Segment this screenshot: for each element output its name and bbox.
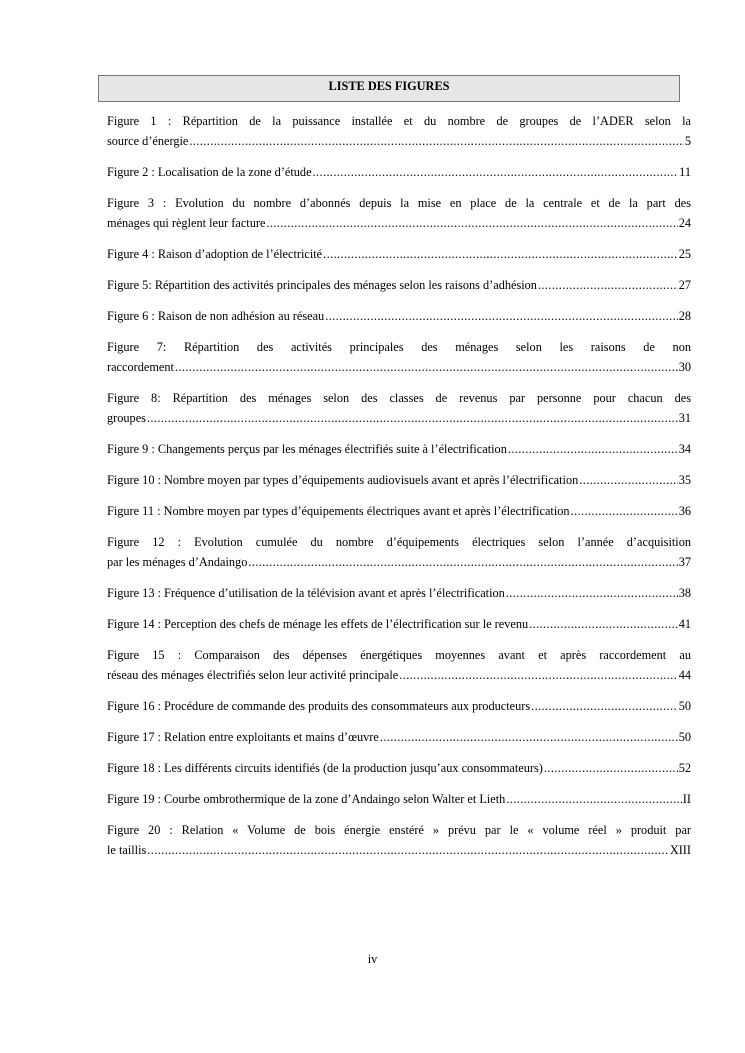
- figure-entry[interactable]: [107, 162, 691, 182]
- dot-leader: [506, 583, 678, 603]
- figure-entry[interactable]: [107, 696, 691, 716]
- figure-entry-page: 52: [678, 761, 691, 775]
- figure-entry-line: [107, 306, 691, 326]
- figure-entry-label: Figure 9 : Changements perçus par les ménages électrifiés suite à l’électrification: [107, 442, 507, 456]
- figure-entry-page: 44: [678, 668, 691, 682]
- dot-leader: [506, 789, 681, 809]
- figure-entry-label: Figure 16 : Procédure de commande des produits des consommateurs aux producteurs: [107, 699, 531, 713]
- figure-entry[interactable]: [107, 727, 691, 747]
- figure-entry[interactable]: [107, 337, 691, 377]
- figure-entry-label: par les ménages d’Andaingo: [107, 555, 248, 569]
- figure-entry-label: le taillis: [107, 843, 147, 857]
- figure-entry[interactable]: [107, 614, 691, 634]
- figure-entry-label: réseau des ménages électrifiés selon leur activité principale: [107, 668, 399, 682]
- page-number: iv: [367, 952, 378, 966]
- figure-entry-label: Figure 14 : Perception des chefs de ménage les effets de l’électrification sur le revenu: [107, 617, 529, 631]
- dot-leader: [189, 131, 683, 151]
- list-title-box: [98, 75, 680, 102]
- figure-entry-label: source d’énergie: [107, 134, 189, 148]
- figure-entry-line: [107, 275, 691, 295]
- dot-leader: [323, 244, 678, 264]
- figure-entry-page: 24: [678, 216, 691, 230]
- figure-entry[interactable]: [107, 193, 691, 233]
- dot-leader: [531, 696, 678, 716]
- dot-leader: [325, 306, 678, 326]
- dot-leader: [147, 840, 669, 860]
- list-title: LISTE DES FIGURES: [328, 79, 450, 93]
- figure-entry[interactable]: [107, 789, 691, 809]
- dot-leader: [147, 408, 678, 428]
- figure-entry-title-line: Figure 7: Répartition des activités principales des ménages selon les raisons de non: [107, 340, 691, 354]
- figure-entry-page: 50: [678, 730, 691, 744]
- figure-entry-page: 25: [678, 247, 691, 261]
- dot-leader: [175, 357, 678, 377]
- figure-entry-page: 5: [684, 134, 691, 148]
- figure-entry-line: [107, 213, 691, 233]
- figure-entry-label: Figure 5: Répartition des activités principales des ménages selon les raisons d’adhésion: [107, 278, 537, 292]
- figure-entry-title-line: Figure 8: Répartition des ménages selon des classes de revenus par personne pour chacun des: [107, 391, 691, 405]
- dot-leader: [508, 439, 678, 459]
- figure-entry-line: [107, 727, 691, 747]
- figure-entry-label: Figure 4 : Raison d’adoption de l’électricité: [107, 247, 323, 261]
- dot-leader: [538, 275, 678, 295]
- figure-entry-label: Figure 19 : Courbe ombrothermique de la zone d’Andaingo selon Walter et Lieth: [107, 792, 506, 806]
- figure-entry-label: Figure 2 : Localisation de la zone d’étude: [107, 165, 312, 179]
- figure-entry-label: Figure 13 : Fréquence d’utilisation de la télévision avant et après l’électrification: [107, 586, 505, 600]
- figure-entry-page: 11: [679, 165, 691, 179]
- figure-entry-line: [107, 131, 691, 151]
- figure-entry-page: 34: [678, 442, 691, 456]
- figure-entry[interactable]: [107, 111, 691, 151]
- figure-entry-line: [107, 408, 691, 428]
- figure-entry-line: [107, 552, 691, 572]
- dot-leader: [399, 665, 677, 685]
- figure-entry-label: ménages qui règlent leur facture: [107, 216, 266, 230]
- figure-entry-line: [107, 470, 691, 490]
- figure-entry-line: [107, 357, 691, 377]
- figure-entry-page: 30: [678, 360, 691, 374]
- figure-entry-title-line: Figure 12 : Evolution cumulée du nombre d’équipements électriques selon l’année d’acquisition: [107, 535, 691, 549]
- figure-entry-label: Figure 11 : Nombre moyen par types d’équipements électriques avant et après l’électrification: [107, 504, 570, 518]
- dot-leader: [266, 213, 677, 233]
- figure-entry-title-line: Figure 15 : Comparaison des dépenses énergétiques moyennes avant et après raccordement au: [107, 648, 691, 662]
- figure-entry[interactable]: [107, 820, 691, 860]
- dot-leader: [380, 727, 678, 747]
- dot-leader: [571, 501, 678, 521]
- figure-entry-title-line: Figure 1 : Répartition de la puissance installée et du nombre de groupes de l’ADER selon la: [107, 114, 691, 128]
- figure-entry-line: [107, 614, 691, 634]
- figure-entry-line: [107, 840, 691, 860]
- figure-entry-label: groupes: [107, 411, 146, 425]
- dot-leader: [313, 162, 679, 182]
- figure-entry-page: 50: [678, 699, 691, 713]
- figure-entry-page: 41: [678, 617, 691, 631]
- figure-entry[interactable]: [107, 244, 691, 264]
- figure-entry-page: II: [682, 792, 691, 806]
- dot-leader: [544, 758, 678, 778]
- figure-entry-line: [107, 758, 691, 778]
- figure-entry-line: [107, 162, 691, 182]
- figure-entry[interactable]: [107, 388, 691, 428]
- figure-entry-line: [107, 439, 691, 459]
- dot-leader: [579, 470, 677, 490]
- figure-entry[interactable]: [107, 306, 691, 326]
- figure-entry-label: Figure 10 : Nombre moyen par types d’équipements audiovisuels avant et après l’électrification: [107, 473, 579, 487]
- figure-entry-title-line: Figure 3 : Evolution du nombre d’abonnés depuis la mise en place de la centrale et de la part des: [107, 196, 691, 210]
- figure-entry-page: XIII: [669, 843, 691, 857]
- figure-entry-page: 38: [678, 586, 691, 600]
- figure-entry-page: 37: [678, 555, 691, 569]
- dot-leader: [529, 614, 678, 634]
- figure-entry-label: Figure 18 : Les différents circuits identifiés (de la production jusqu’aux consommateurs): [107, 761, 543, 775]
- figure-entry-title-line: Figure 20 : Relation « Volume de bois énergie enstéré » prévu par le « volume réel » produit par: [107, 823, 691, 837]
- figure-entry[interactable]: [107, 501, 691, 521]
- figure-entry-line: [107, 789, 691, 809]
- figure-entry-page: 31: [678, 411, 691, 425]
- figure-entry[interactable]: [107, 583, 691, 603]
- figure-entry[interactable]: [107, 470, 691, 490]
- figure-entry-page: 27: [678, 278, 691, 292]
- figure-entry[interactable]: [107, 532, 691, 572]
- figure-list: [107, 111, 691, 871]
- figure-entry[interactable]: [107, 439, 691, 459]
- figure-entry-label: Figure 6 : Raison de non adhésion au réseau: [107, 309, 325, 323]
- figure-entry-line: [107, 244, 691, 264]
- figure-entry-page: 35: [678, 473, 691, 487]
- figure-entry-line: [107, 696, 691, 716]
- figure-entry-line: [107, 501, 691, 521]
- figure-entry[interactable]: [107, 758, 691, 778]
- figure-entry-label: Figure 17 : Relation entre exploitants et mains d’œuvre: [107, 730, 379, 744]
- figure-entry-line: [107, 583, 691, 603]
- figure-entry-label: raccordement: [107, 360, 174, 374]
- figure-entry-page: 28: [678, 309, 691, 323]
- figure-entry-line: [107, 665, 691, 685]
- figure-entry-page: 36: [678, 504, 691, 518]
- figure-entry[interactable]: [107, 275, 691, 295]
- dot-leader: [248, 552, 677, 572]
- figure-entry[interactable]: [107, 645, 691, 685]
